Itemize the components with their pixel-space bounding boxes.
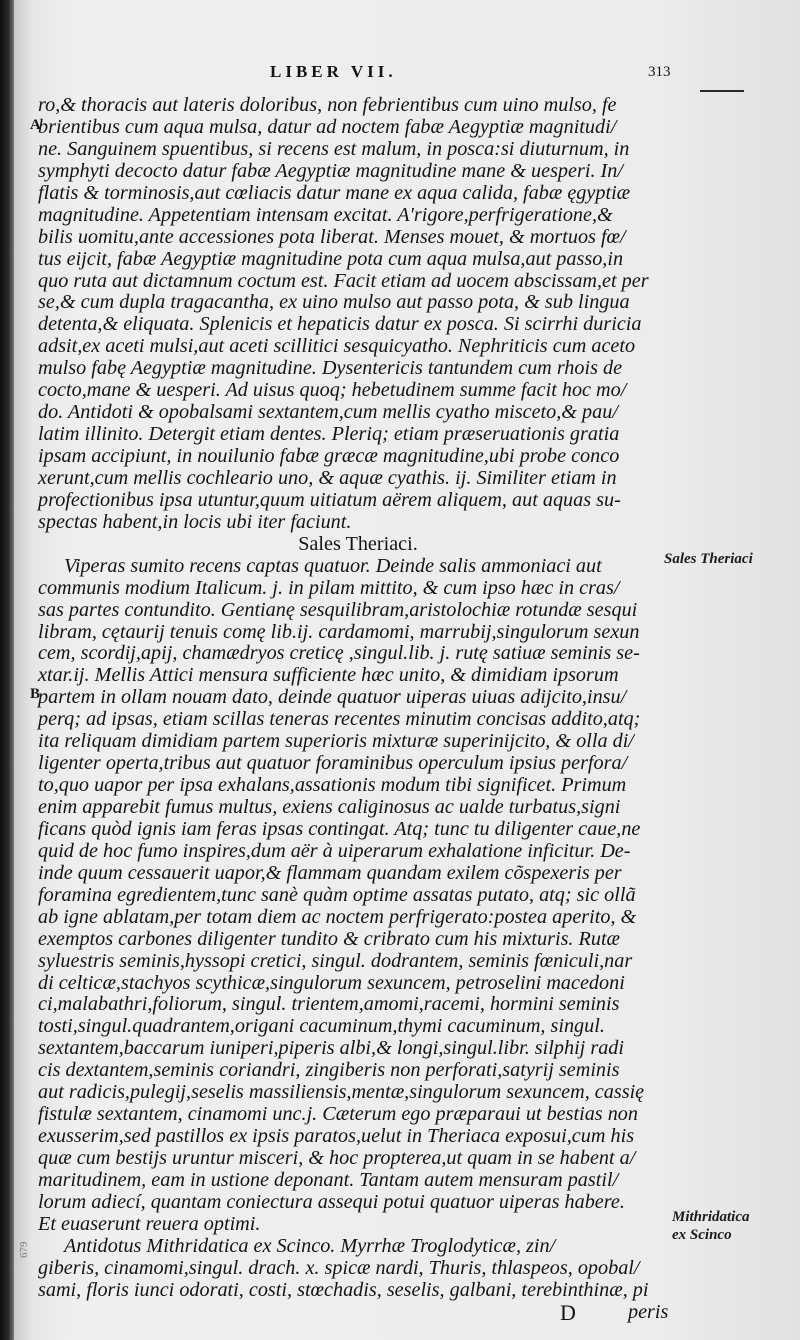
text-line: tus eijcit, fabæ Aegyptiæ magnitudine pota cum aqua mulsa,aut passo,in	[38, 247, 624, 270]
margin-note-text: Mithridatica	[672, 1209, 750, 1225]
line-letter-a: A	[30, 117, 41, 133]
text-line: profectionibus ipsa utuntur,quum uitiatum aërem aliquem, aut aquas su-	[38, 488, 621, 511]
text-line: cocto,mane & uesperi. Ad uisus quoq; hebetudinem summe facit hoc mo/	[38, 379, 627, 402]
book-page	[14, 0, 800, 1340]
text-line: flatis & torminosis,aut cœliacis datur mane ex aqua calida, fabæ ęgyptiæ	[38, 181, 631, 204]
text-line: fistulæ sextantem, cinamomi unc.j. Cæterum ego præparaui ut bestias non	[38, 1103, 638, 1126]
text-line: communis modium Italicum. j. in pilam mittito, & cum ipso hæc in cras/	[38, 576, 620, 599]
signature-mark: D	[560, 1299, 576, 1325]
text-line: partem in ollam nouam dato, deinde quatuor uiperas uiuas adijcito,insu/	[38, 686, 627, 709]
text-line: ne. Sanguinem spuentibus, si recens est malum, in posca:si diuturnum, in	[38, 137, 630, 160]
text-line: Et euaserunt reuera optimi.	[38, 1212, 261, 1235]
text-line: syluestris seminis,hyssopi cretici, singul. dodrantem, seminis fœniculi,nar	[38, 949, 633, 972]
text-line: exemptos carbones diligenter tundito & cribrato cum his mixturis. Rutæ	[38, 927, 621, 950]
margin-note-sales-theriaci	[664, 550, 753, 568]
page-number: 313	[648, 64, 671, 80]
text-line: xerunt,cum mellis cochleario uno, & aquæ cyathis. ij. Similiter etiam in	[38, 466, 617, 489]
body-text	[38, 95, 678, 1324]
text-line: quæ cum bestijs uruntur misceri, & hoc propterea,ut quam in se habent a/	[38, 1147, 636, 1169]
text-line: Viperas sumito recens captas quatuor. Deinde salis ammoniaci aut	[64, 554, 602, 577]
text-line: exusserim,sed pastillos ex ipsis paratos,uelut in Theriaca exposui,cum his	[38, 1125, 635, 1148]
text-line: magnitudine. Appetentiam intensam excitat. A'rigore,perfrigeratione,&	[38, 203, 613, 226]
text-line: enim apparebit fumus multus, exiens caliginosus ac ualde turbatus,signi	[38, 796, 621, 818]
text-line: foramina egredientem,tunc sanè quàm optime assatas putato, atq; sic ollã	[38, 883, 636, 906]
text-line: bilis uomitu,ante accessiones pota liberat. Menses mouet, & mortuos fœ/	[38, 225, 626, 248]
section-heading-antidotus: Antidotus Mithridatica ex Scinco. Myrrhæ Troglodyticæ, zin/	[64, 1234, 556, 1257]
text-line: ligenter operta,tribus aut quatuor foraminibus operculum ipsius perfora/	[38, 752, 628, 775]
header-rule	[700, 90, 744, 92]
margin-note-text: Sales Theriaci	[664, 551, 753, 567]
text-line: ipsam accipiunt, in nouilunio fabæ græcæ magnitudine,ubi probe conco	[38, 445, 620, 467]
text-line: di celticæ,stachyos scythicæ,singulorum sexuncem, petroselini macedoni	[38, 971, 625, 994]
text-line: ab igne ablatam,per totam diem ac noctem perfrigerato:postea aperito, &	[38, 905, 637, 928]
text-line: ro,& thoracis aut lateris doloribus, non febrientibus cum uino mulso, fe	[38, 94, 617, 116]
text-line: cis dextantem,seminis coriandri, zingiberis non perforati,satyrij seminis	[38, 1059, 620, 1082]
text-line: detenta,& eliquata. Splenicis et hepaticis datur ex posca. Si scirrhi duricia	[38, 313, 642, 336]
line-letter-b: B	[30, 686, 41, 702]
text-line: xtar.ij. Mellis Attici mensura sufficiente hæc unito, & dimidiam ipsorum	[38, 664, 619, 687]
margin-note-text: ex Scinco	[672, 1227, 732, 1243]
text-line: ci,malabathri,foliorum, singul. trientem,amomi,racemi, hormini seminis	[38, 993, 620, 1016]
scan-binding-shadow	[0, 0, 14, 1340]
text-line: symphyti decocto datur fabæ Aegyptiæ magnitudine mane & uesperi. In/	[38, 159, 623, 182]
text-line: mulso fabę Aegyptiæ magnitudine. Dysentericis tantundem cum rhois de	[38, 357, 623, 380]
text-line: sami, floris iunci odorati, costi, stœchadis, seselis, galbani, terebinthinæ, pi	[38, 1278, 649, 1301]
text-line: libram, cętaurij tenuis comę lib.ij. cardamomi, marrubij,singulorum sexun	[38, 620, 640, 643]
text-line: aut radicis,pulegij,seselis massiliensis,mentæ,singulorum sexuncem, cassię	[38, 1081, 645, 1104]
text-line: se,& cum dupla tragacantha, ex uino mulso aut passo pota, & sub lingua	[38, 291, 630, 314]
text-line: inde quum cessauerit uapor,& flammam quandam exilem cõspexeris per	[38, 861, 622, 884]
left-folio-number: 679	[18, 1241, 30, 1258]
catchword: peris	[628, 1300, 669, 1323]
text-line: lorum adiecí, quantam coniectura assequi potui quatuor uiperas habere.	[38, 1190, 625, 1213]
text-line: cem, scordij,apij, chamædryos creticę ,singul.lib. j. rutę satiuæ seminis se-	[38, 642, 640, 665]
text-line: quid de hoc fumo inspires,dum aër à uiperarum exhalatione inficitur. De-	[38, 839, 631, 862]
text-line: maritudinem, eam in ustione deponant. Tantam autem mensuram pastil/	[38, 1168, 619, 1191]
text-line: sextantem,baccarum iuniperi,piperis albi,& longi,singul.libr. silphij radi	[38, 1037, 624, 1060]
text-line: do. Antidoti & opobalsami sextantem,cum mellis cyatho misceto,& pau/	[38, 401, 618, 424]
text-line: quo ruta aut dictamnum coctum est. Facit etiam ad uocem abscissam,et per	[38, 269, 649, 292]
text-line: giberis, cinamomi,singul. drach. x. spicæ nardi, Thuris, thlaspeos, opobal/	[38, 1256, 640, 1279]
page-header	[14, 62, 800, 90]
text-line: ita reliquam dimidiam partem superioris mixturæ superinijcito, & olla di/	[38, 730, 634, 753]
text-line: ficans quòd ignis iam feras ipsas contingat. Atq; tunc tu diligenter caue,ne	[38, 817, 641, 840]
text-line: tosti,singul.quadrantem,origani cacuminum,thymi cacuminum, singul.	[38, 1015, 605, 1038]
signature-line	[38, 1299, 678, 1325]
text-line: spectas habent,in locis ubi iter faciunt.	[38, 510, 352, 533]
section-heading-sales-theriaci: Sales Theriaci.	[298, 532, 418, 555]
text-line: to,quo uapor per ipsa exhalans,assationis modum tibi significet. Primum	[38, 774, 627, 797]
text-line: adsit,ex aceti mulsi,aut aceti scillitici sesquicyatho. Nephriticis cum aceto	[38, 335, 636, 358]
text-line: sas partes contundito. Gentianę sesquilibram,aristolochiæ rotundæ sesqui	[38, 598, 638, 621]
text-line: brientibus cum aqua mulsa, datur ad noctem fabæ Aegyptiæ magnitudi/	[38, 115, 617, 138]
margin-note-mithridatica	[672, 1208, 750, 1244]
text-line: perq; ad ipsas, etiam scillas teneras recentes minutim concisas addito,atq;	[38, 708, 641, 731]
text-line: latim illinito. Detergit etiam dentes. Pleriq; etiam præseruationis gratia	[38, 423, 620, 446]
running-head: LIBER VII.	[270, 62, 397, 81]
